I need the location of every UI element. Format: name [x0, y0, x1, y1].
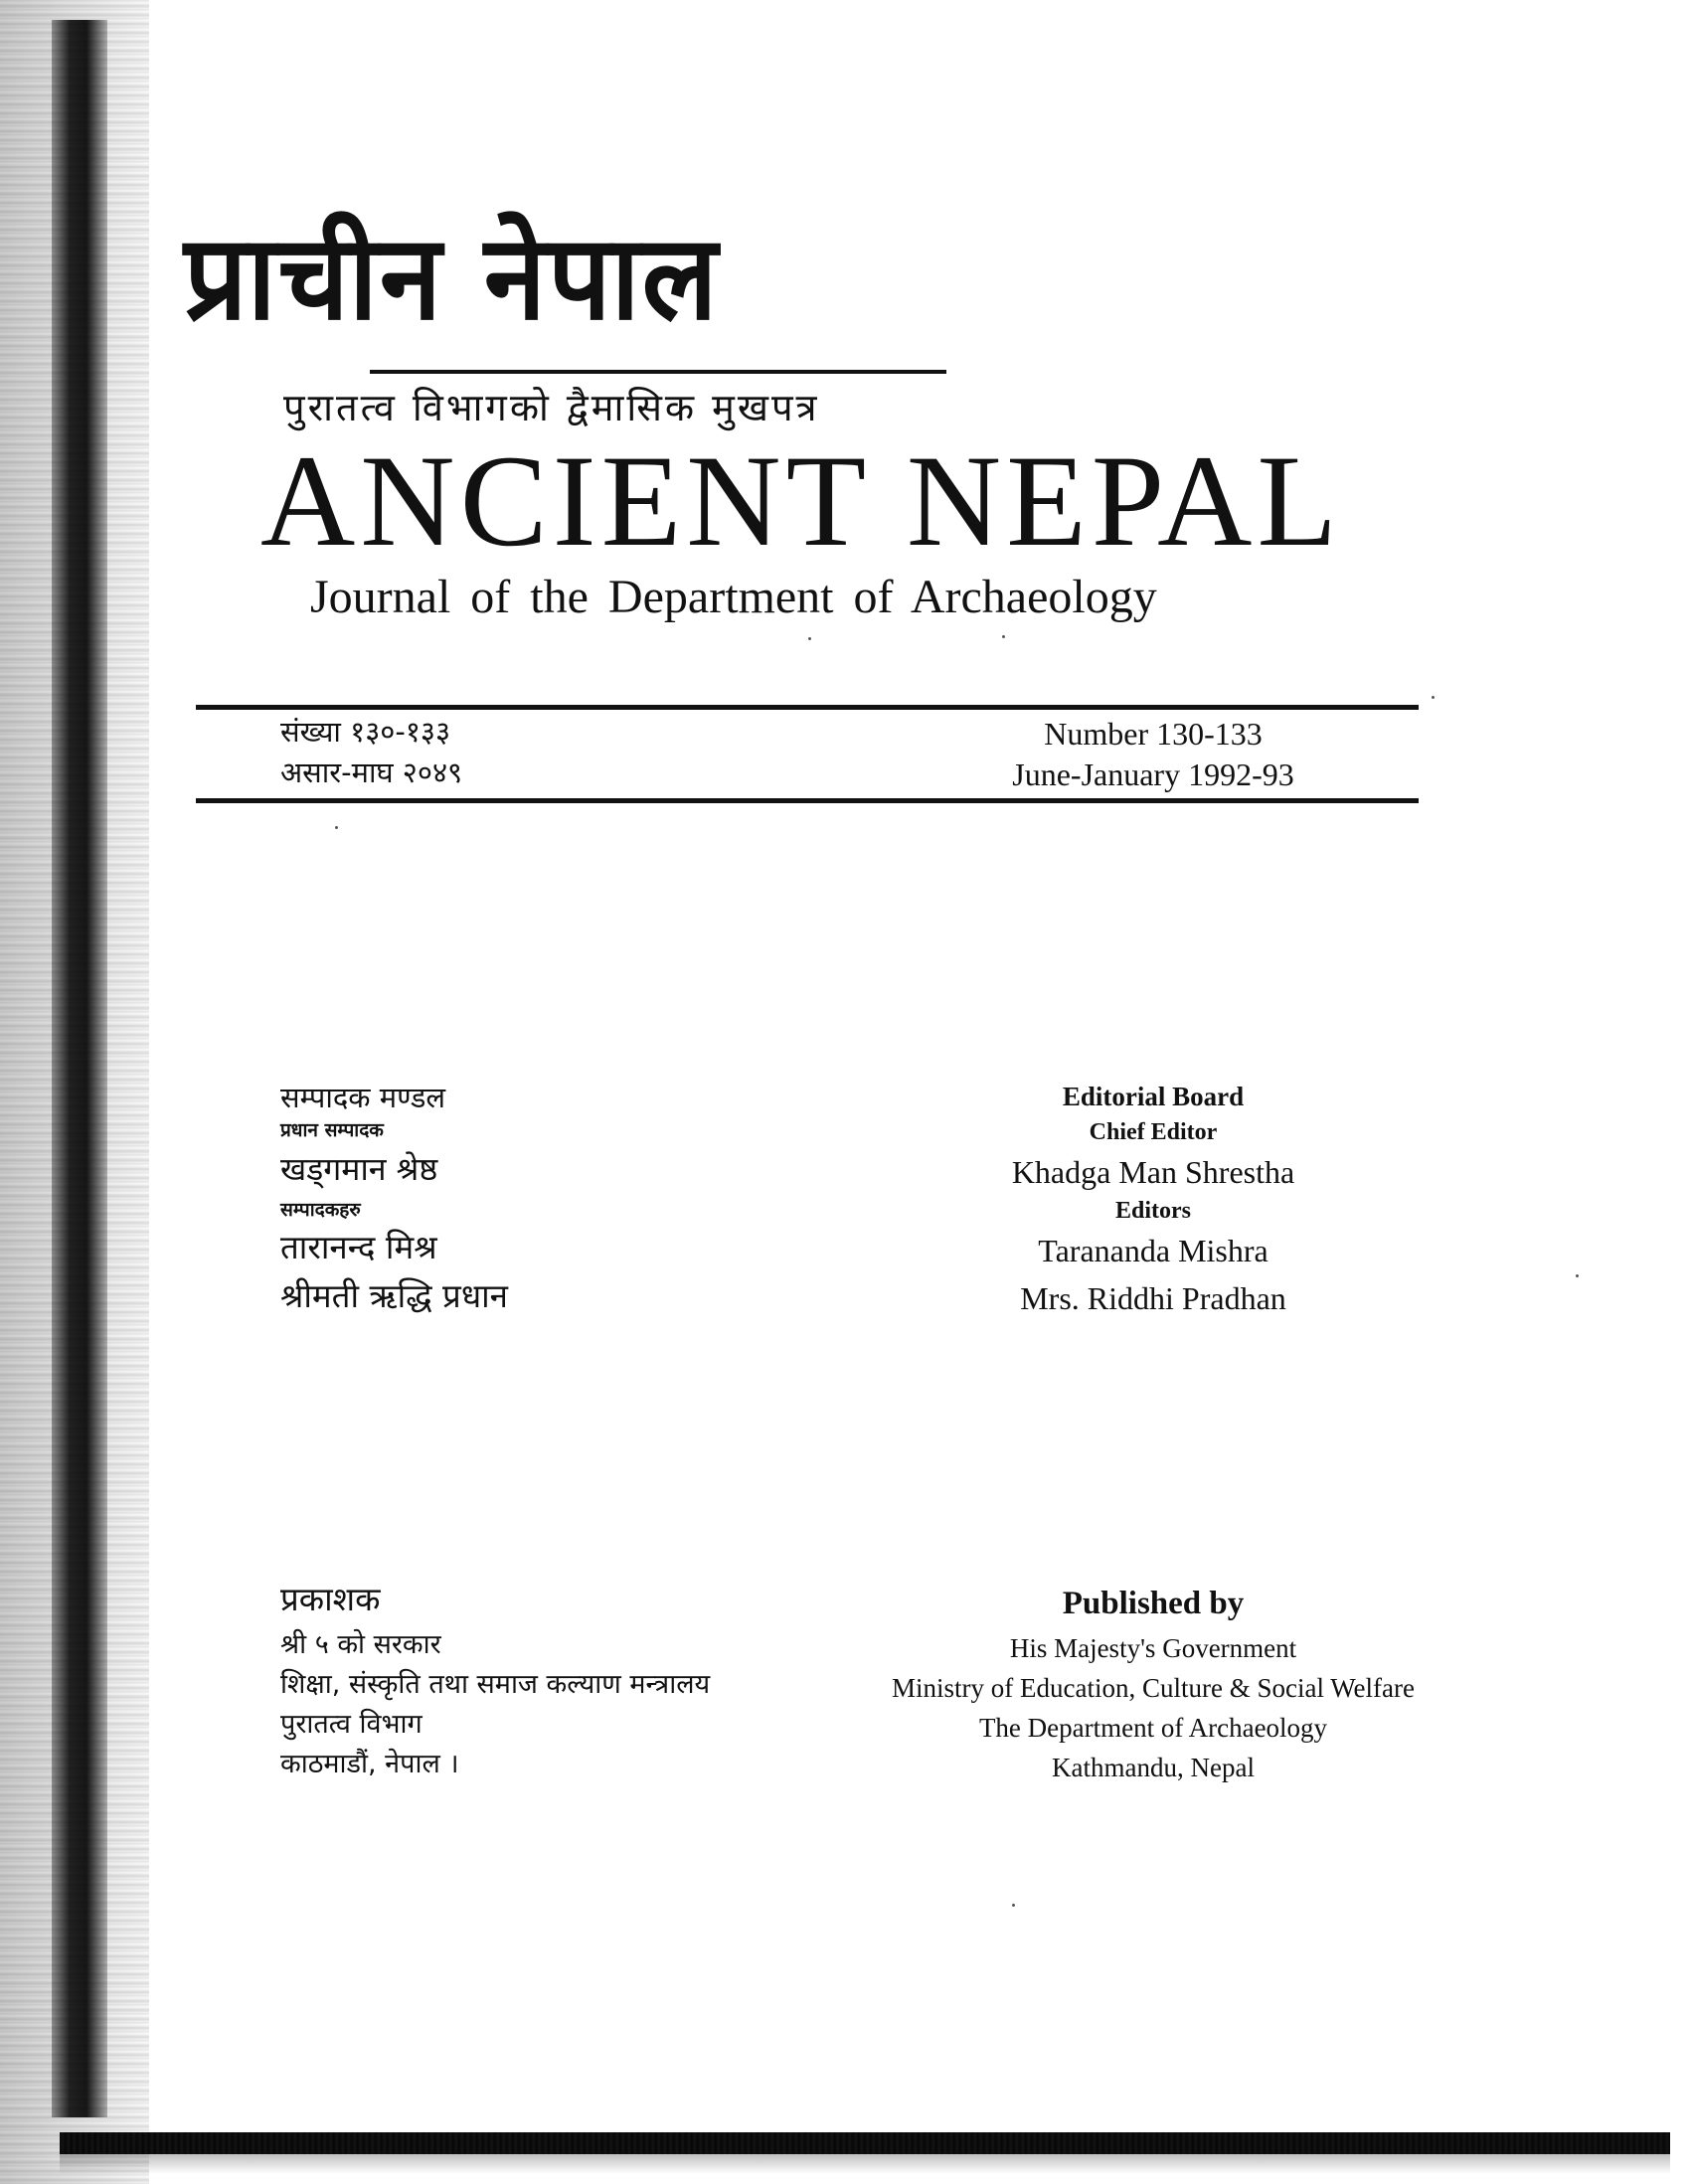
issue-date-nepali: असार-माघ २०४९	[280, 756, 463, 789]
scan-speck	[1012, 1904, 1015, 1907]
editors-label-nepali: सम्पादकहरु	[280, 1199, 361, 1221]
scan-speck	[1576, 1274, 1579, 1277]
nepali-masthead-subtitle: पुरातत्व विभागको द्वैमासिक मुखपत्र	[283, 386, 820, 429]
editorial-board-heading: Editorial Board	[1062, 1082, 1245, 1111]
chief-editor-label: Chief Editor	[1089, 1119, 1218, 1145]
chief-editor-label-nepali: प्रधान सम्पादक	[280, 1119, 384, 1141]
scan-speck	[335, 826, 338, 829]
chief-editor-name: Khadga Man Shrestha	[1011, 1154, 1295, 1190]
publisher-line-4-nepali: काठमाडौं, नेपाल ।	[280, 1749, 459, 1779]
nepali-masthead-title: प्राचीन नेपाल	[184, 209, 720, 346]
publisher-line-1-nepali: श्री ५ को सरकार	[280, 1629, 441, 1660]
editorial-board-heading-nepali: सम्पादक मण्डल	[280, 1081, 446, 1114]
publisher-line-2-nepali: शिक्षा, संस्कृति तथा समाज कल्याण मन्त्रालय	[280, 1669, 711, 1700]
scan-speck	[1002, 635, 1005, 638]
editors-label: Editors	[1114, 1198, 1191, 1224]
scan-speck	[1432, 696, 1435, 699]
english-masthead-title: ANCIENT NEPAL	[260, 427, 1343, 574]
published-by-heading: Published by	[1062, 1586, 1245, 1621]
editor-1-name: Tarananda Mishra	[1038, 1233, 1268, 1268]
publisher-line-4: Kathmandu, Nepal	[1052, 1753, 1255, 1782]
publisher-line-3-nepali: पुरातत्व विभाग	[280, 1709, 423, 1740]
masthead-underline	[370, 370, 946, 374]
issue-number-nepali: संख्या १३०-१३३	[280, 715, 451, 749]
scan-binding-edge	[52, 20, 107, 2117]
editor-2-nepali: श्रीमती ऋद्धि प्रधान	[280, 1276, 508, 1315]
chief-editor-name-nepali: खड्गमान श्रेष्ठ	[280, 1150, 438, 1188]
issue-number-english: Number 130-133	[1044, 716, 1263, 752]
publisher-heading-nepali: प्रकाशक	[280, 1580, 381, 1618]
scan-bottom-edge	[60, 2132, 1670, 2154]
issue-date-english: June-January 1992-93	[1012, 756, 1294, 792]
issue-rule-top	[196, 705, 1419, 710]
publisher-line-3: The Department of Archaeology	[978, 1713, 1328, 1743]
journal-subtitle: Journal of the Department of Archaeology	[310, 571, 1157, 623]
scan-bottom-shadow	[60, 2154, 1670, 2174]
publisher-line-1: His Majesty's Government	[1009, 1633, 1297, 1663]
publisher-line-2: Ministry of Education, Culture & Social Welfare	[892, 1673, 1415, 1703]
issue-rule-bottom	[196, 798, 1419, 803]
editor-1-nepali: तारानन्द मिश्र	[280, 1228, 437, 1266]
scan-speck	[808, 637, 811, 640]
editor-2-name: Mrs. Riddhi Pradhan	[1020, 1280, 1286, 1316]
